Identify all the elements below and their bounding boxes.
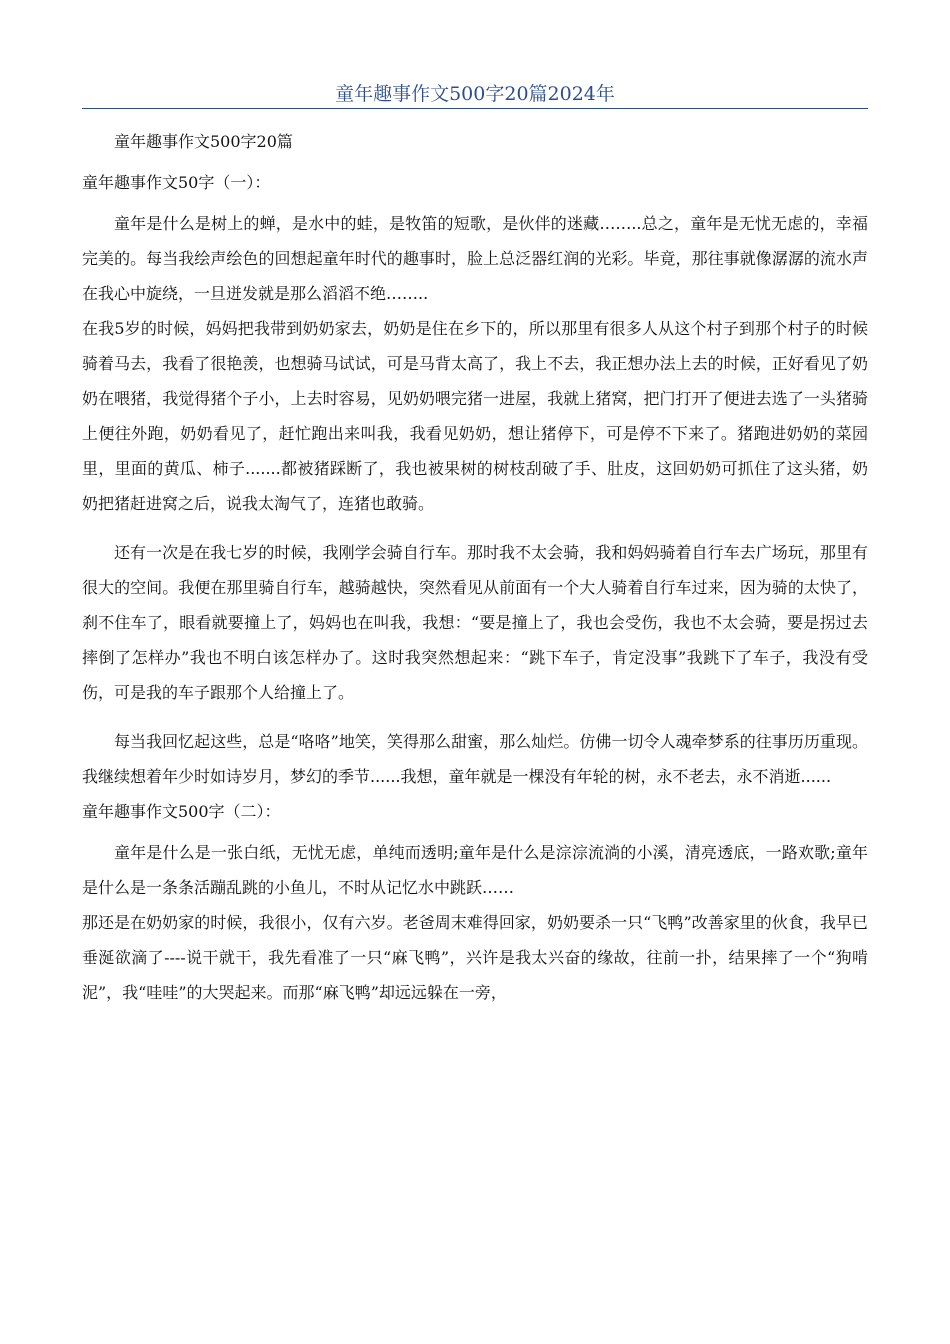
header-divider <box>82 108 868 109</box>
paragraph: 每当我回忆起这些，总是“咯咯”地笑，笑得那么甜蜜，那么灿烂。仿佛一切令人魂牵梦系的往事历历重现。我继续想着年少时如诗岁月，梦幻的季节......我想，童年就是一棵没有年轮的树，永不老去，永不消逝...... <box>82 732 868 786</box>
paragraph: 在我5岁的时候，妈妈把我带到奶奶家去，奶奶是住在乡下的，所以那里有很多人从这个村子到那个村子的时候骑着马去，我看了很艳羡，也想骑马试试，可是马背太高了，我上不去，我正想办法上去的时候，正好看见了奶奶在喂猪，我觉得猪个子小，上去时容易，见奶奶喂完猪一进屋，我就上猪窝，把门打开了便进去选了一头猪骑上便往外跑，奶奶看见了，赶忙跑出来叫我，我看见奶奶，想让猪停下，可是停不下来了。猪跑进奶奶的菜园里，里面的黄瓜、柿子.......都被猪踩断了，我也被果树的树枝刮破了手、肚皮，这回奶奶可抓住了这头猪，奶奶把猪赶进窝之后，说我太淘气了，连猪也敢骑。 <box>82 319 868 513</box>
section-title-1: 童年趣事作文50字（一）： <box>82 173 271 192</box>
document-body <box>82 124 868 1010</box>
section-title-2: 童年趣事作文500字（二）： <box>82 802 281 821</box>
paragraph: 还有一次是在我七岁的时候，我刚学会骑自行车。那时我不太会骑，我和妈妈骑着自行车去广场玩，那里有很大的空间。我便在那里骑自行车，越骑越快，突然看见从前面有一个大人骑着自行车过来，因为骑的太快了，刹不住车了，眼看就要撞上了，妈妈也在叫我，我想：“要是撞上了，我也会受伤，我也不太会骑，要是拐过去摔倒了怎样办”我也不明白该怎样办了。这时我突然想起来：“跳下车子，肯定没事”我跳下了车子，我没有受伤，可是我的车子跟那个人给撞上了。 <box>82 543 868 702</box>
paragraph: 那还是在奶奶家的时候，我很小，仅有六岁。老爸周末难得回家，奶奶要杀一只“飞鸭”改善家里的伙食，我早已垂涎欲滴了----说干就干，我先看准了一只“麻飞鸭”，兴许是我太兴奋的缘故，往前一扑，结果摔了一个“狗啃泥”，我“哇哇”的大哭起来。而那“麻飞鸭”却远远躲在一旁， <box>82 913 868 1002</box>
lead-title: 童年趣事作文500字20篇 <box>114 132 293 151</box>
paragraph: 童年是什么是树上的蝉，是水中的蛙，是牧笛的短歌，是伙伴的迷藏……..总之，童年是无忧无虑的，幸福完美的。每当我绘声绘色的回想起童年时代的趣事时，脸上总泛器红润的光彩。毕竟，那往事就像潺潺的流水声在我心中旋绕，一旦迸发就是那么滔滔不绝…….. <box>82 214 868 303</box>
document-header-title: 童年趣事作文500字20篇2024年 <box>335 83 615 105</box>
paragraph: 童年是什么是一张白纸，无忧无虑，单纯而透明;童年是什么是淙淙流淌的小溪，清亮透底，一路欢歌;童年是什么是一条条活蹦乱跳的小鱼儿，不时从记忆水中跳跃…… <box>82 843 868 897</box>
